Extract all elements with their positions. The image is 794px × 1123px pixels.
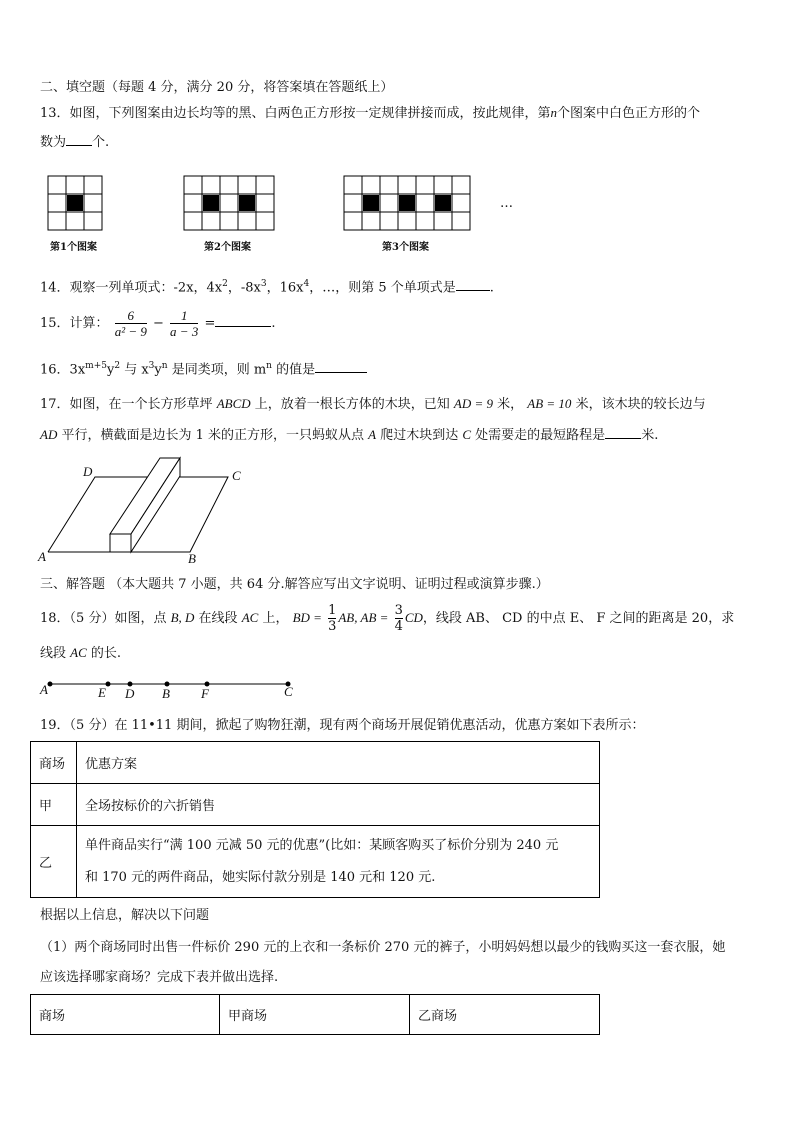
- section-3-heading: 三、解答题 （本大题共 7 小题，共 64 分.解答应写出文字说明、证明过程或演算步骤.）: [40, 577, 549, 592]
- point-C: C: [284, 684, 293, 699]
- question-17-line-2: AD 平行，横截面是边长为 1 米的正方形，一只蚂蚁从点 A 爬过木块到达 C 处需要走的最短路程是 米.: [40, 427, 659, 443]
- discount-table: [30, 741, 600, 898]
- point-D: D: [125, 686, 135, 701]
- point-A: A: [40, 682, 48, 697]
- label-C: C: [232, 468, 241, 483]
- part-1-line-1: （1）两个商场同时出售一件标价 290 元的上衣和一条标价 270 元的裤子，小明妈妈想以最少的钱购买这一套衣服，她: [40, 940, 726, 955]
- point-B: B: [162, 686, 170, 701]
- table-row-yi-plan: 单件商品实行“满 100 元减 50 元的优惠”(比如：某顾客购买了标价分别为 240 元 和 170 元的两件商品，她实际付款分别是 140 元和 120 元.: [77, 826, 600, 898]
- cmp-header-mall: 商场: [31, 995, 220, 1035]
- question-13-line-1: 13．如图，下列图案由边长均等的黑、白两色正方形按一定规律拼接而成，按此规律，第n个图案中白色正方形的个: [40, 105, 701, 121]
- caption-pattern-2: 第2个图案: [204, 242, 251, 253]
- table-row-jia-mall: 甲: [31, 784, 77, 826]
- cmp-header-jia: 甲商场: [220, 995, 410, 1035]
- table-row-yi-mall: 乙: [31, 826, 77, 898]
- part-1-line-2: 应该选择哪家商场？完成下表并做出选择.: [40, 970, 279, 985]
- info-line: 根据以上信息，解决以下问题: [40, 908, 210, 923]
- caption-pattern-1: 第1个图案: [50, 242, 97, 253]
- caption-pattern-3: 第3个图案: [382, 242, 429, 253]
- question-19-intro: 19．（5 分）在 11•11 期间，掀起了购物狂潮，现有两个商场开展促销优惠活动，优惠方案如下表所示：: [40, 718, 645, 733]
- pattern-ellipsis: …: [500, 196, 513, 211]
- question-17-line-1: 17．如图，在一个长方形草坪 ABCD 上，放着一根长方体的木块，已知 AD = 9 米， AB = 10 米，该木块的较长边与: [40, 396, 706, 412]
- point-F: F: [201, 686, 209, 701]
- question-15: 15．计算： $\frac{6}{\text{a² − 9}}$ − $\frac{1}{a - 3}$ = .: [40, 308, 276, 339]
- table-header-mall: 商场: [31, 742, 77, 784]
- question-18-line-1: 18．（5 分）如图，点 B, D 在线段 AC 上， BD = $\frac{1}{3}$ AB, AB = $\frac{3}{4}$ CD，线段 AB、 CD 的中点 E、 F 之间的距离是 20，求: [40, 603, 735, 634]
- label-A: A: [38, 549, 46, 564]
- table-header-plan: 优惠方案: [77, 742, 600, 784]
- point-E: E: [98, 685, 106, 700]
- question-14: 14．观察一列单项式：-2x，$4x^2$，$-8x^3$，$16x^4$，…，则第 5 个单项式是 .: [40, 279, 494, 296]
- section-2-heading: 二、填空题（每题 4 分，满分 20 分，将答案填在答题纸上）: [40, 80, 394, 95]
- table-row-jia-plan: 全场按标价的六折销售: [77, 784, 600, 826]
- question-13-line-2: 数为 个.: [40, 135, 110, 150]
- comparison-table: [30, 994, 600, 1035]
- question-18-line-2: 线段 AC 的长.: [40, 645, 122, 661]
- label-B: B: [188, 551, 196, 566]
- question-16: 16．$3x^{m+5}y^2$ 与 $x^3y^n$ 是同类项，则 $m^n$ 的值是: [40, 358, 367, 378]
- cmp-header-yi: 乙商场: [410, 995, 600, 1035]
- label-D: D: [83, 464, 93, 479]
